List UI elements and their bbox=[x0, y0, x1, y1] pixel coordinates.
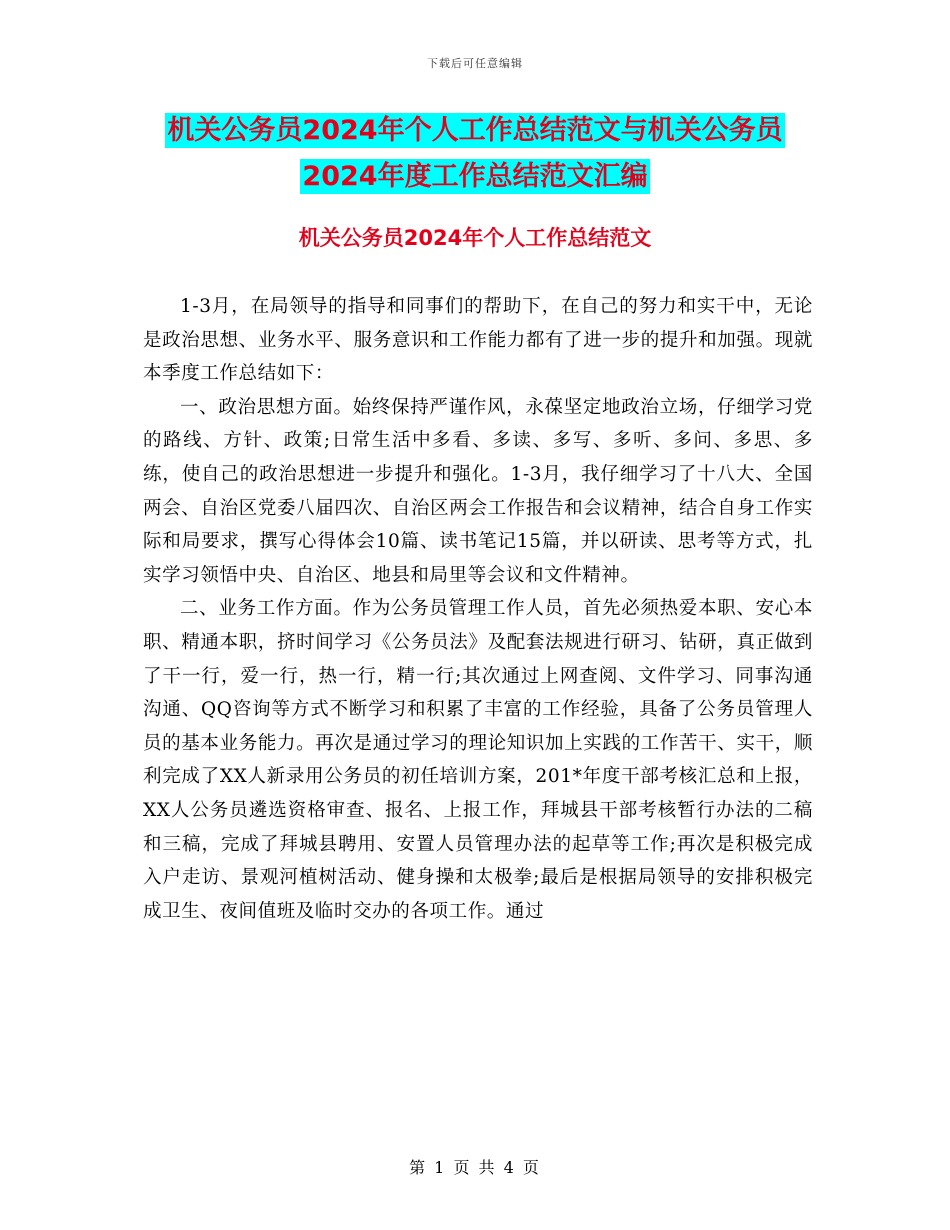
document-body bbox=[143, 290, 813, 928]
document-title-line-2: 2024年度工作总结范文汇编 bbox=[302, 161, 648, 192]
header-note: 下载后可任意编辑 bbox=[427, 57, 523, 70]
section-title: 机关公务员2024年个人工作总结范文 bbox=[298, 226, 652, 250]
document-title bbox=[120, 108, 830, 200]
paragraph-business: 二、业务工作方面。作为公务员管理工作人员，首先必须热爱本职、安心本职、精通本职，挤时间学习《公务员法》及配套法规进行研习、钻研，真正做到了干一行，爱一行，热一行，精一行;其次通过上网查阅、文件学习、同事沟通沟通、QQ咨询等方式不断学习和积累了丰富的工作经验，具备了公务员管理人员的基本业务能力。再次是通过学习的理论知识加上实践的工作苦干、实干，顺利完成了XX人新录用公务员的初任培训方案，201*年度干部考核汇总和上报，XX人公务员遴选资格审查、报名、上报工作，拜城县干部考核暂行办法的二稿和三稿，完成了拜城县聘用、安置人员管理办法的起草等工作;再次是积极完成入户走访、景观河植树活动、健身操和太极拳;最后是根据局领导的安排积极完成卫生、夜间值班及临时交办的各项工作。通过 bbox=[143, 598, 813, 922]
page-footer: 第 1 页 共 4 页 bbox=[409, 1158, 541, 1177]
paragraph-intro: 1-3月，在局领导的指导和同事们的帮助下，在自己的努力和实干中，无论是政治思想、业务水平、服务意识和工作能力都有了进一步的提升和加强。现就本季度工作总结如下： bbox=[143, 296, 813, 385]
paragraph-political: 一、政治思想方面。始终保持严谨作风，永葆坚定地政治立场，仔细学习党的路线、方针、政策;日常生活中多看、多读、多写、多听、多问、多思、多练，使自己的政治思想进一步提升和强化。1-3月，我仔细学习了十八大、全国两会、自治区党委八届四次、自治区两会工作报告和会议精神，结合自身工作实际和局要求，撰写心得体会10篇、读书笔记15篇，并以研读、思考等方式，扎实学习领悟中央、自治区、地县和局里等会议和文件精神。 bbox=[143, 396, 813, 586]
document-title-line-1: 机关公务员2024年个人工作总结范文与机关公务员 bbox=[167, 115, 783, 146]
